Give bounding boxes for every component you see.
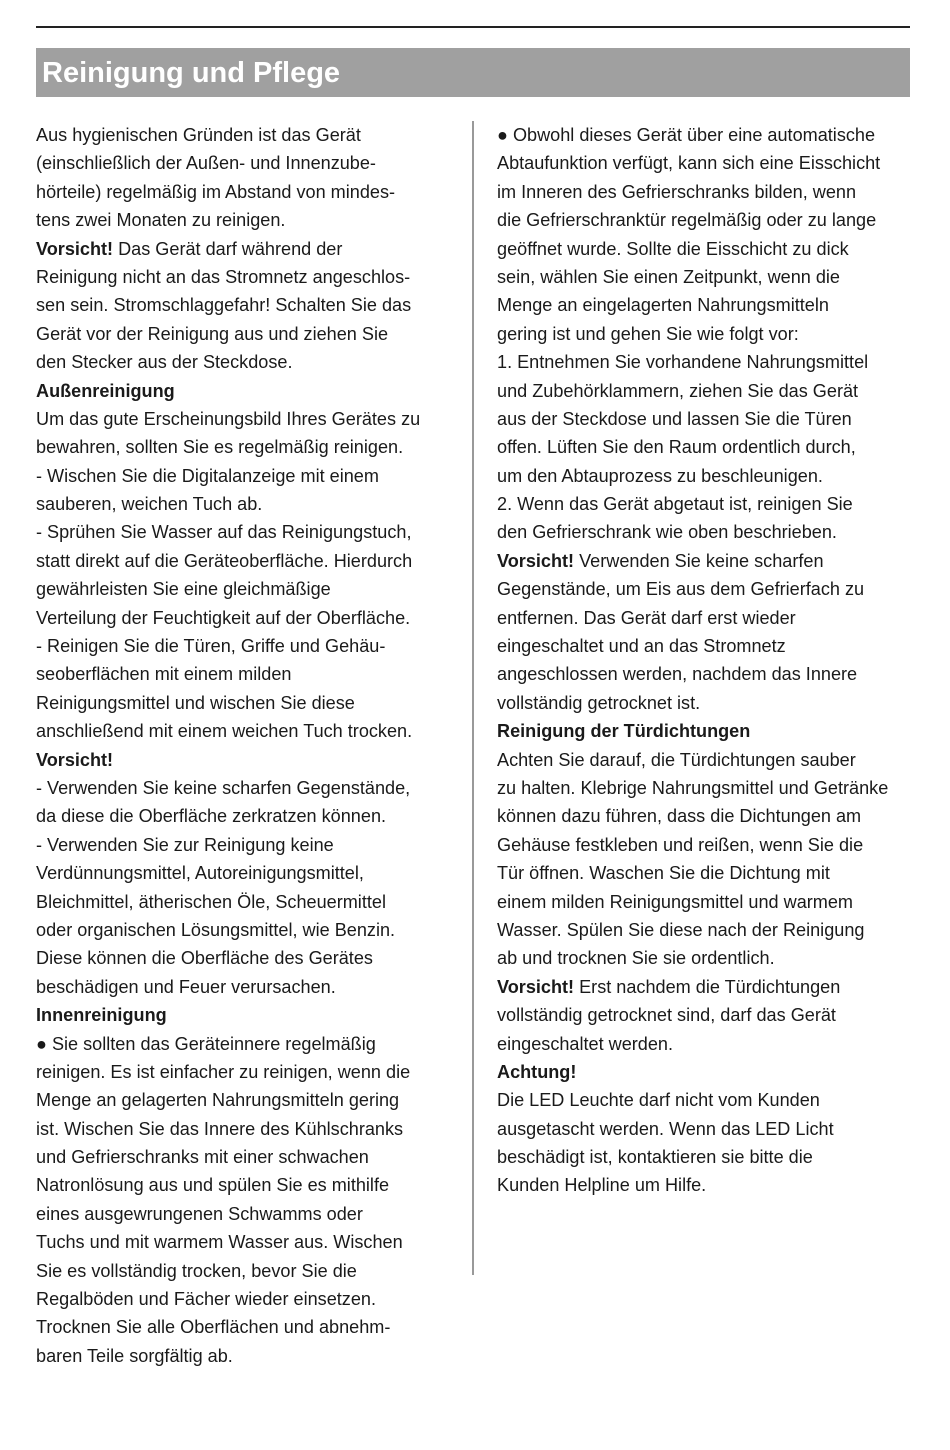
text-line (36, 149, 454, 177)
top-rule (36, 26, 910, 28)
text-run: Trocknen Sie alle Oberflächen und abnehm- (36, 1317, 391, 1338)
text-line (36, 888, 454, 916)
section-heading (497, 717, 915, 745)
text-line (36, 291, 454, 319)
section-header-bar (36, 48, 910, 97)
text-line (497, 1086, 915, 1114)
text-run: ● Obwohl dieses Gerät über eine automatische (497, 125, 876, 145)
text-run: geöffnet wurde. Sollte die Eisschicht zu dick (497, 238, 849, 259)
text-run: Verwenden Sie keine scharfen (574, 550, 824, 571)
text-run: zu halten. Klebrige Nahrungsmittel und Getränke (497, 777, 889, 798)
text-run: den Stecker aus der Steckdose. (36, 352, 293, 373)
text-line (36, 1058, 454, 1086)
text-line (497, 547, 915, 575)
text-line (497, 888, 915, 916)
text-line (497, 604, 915, 632)
text-run: Sie es vollständig trocken, bevor Sie die (36, 1260, 357, 1281)
text-line (36, 490, 454, 518)
text-line (36, 1285, 454, 1313)
text-run: Das Gerät darf während der (113, 238, 343, 259)
text-run: beschädigt ist, kontaktieren sie bitte die (497, 1147, 813, 1168)
text-run: Menge an eingelagerten Nahrungsmitteln (497, 295, 829, 316)
text-run: Aus hygienischen Gründen ist das Gerät (36, 125, 361, 145)
text-line (36, 235, 454, 263)
text-line (36, 1086, 454, 1114)
text-run: Natronlösung aus und spülen Sie es mithilfe (36, 1175, 390, 1196)
text-run: ab und trocknen Sie sie ordentlich. (497, 948, 775, 969)
text-run: einem milden Reinigungsmittel und warmem (497, 891, 853, 912)
text-run: - Reinigen Sie die Türen, Griffe und Gehäu- (36, 636, 386, 657)
text-line (36, 660, 454, 688)
text-run: Menge an gelagerten Nahrungsmitteln gering (36, 1090, 400, 1111)
text-run: eingeschaltet und an das Stromnetz (497, 636, 786, 657)
text-run: da diese die Oberfläche zerkratzen können. (36, 806, 387, 827)
text-run: angeschlossen werden, nachdem das Innere (497, 664, 858, 685)
text-line (497, 689, 915, 717)
text-run: reinigen. Es ist einfacher zu reinigen, wenn die (36, 1061, 411, 1082)
text-line (497, 746, 915, 774)
text-line (497, 1030, 915, 1058)
text-line (497, 916, 915, 944)
bold-text: Reinigung der Türdichtungen (497, 721, 751, 742)
text-line (36, 1030, 454, 1058)
text-run: die Gefrierschranktür regelmäßig oder zu lange (497, 210, 877, 231)
text-line (36, 462, 454, 490)
text-line (36, 518, 454, 546)
text-run: anschließend mit einem weichen Tuch trocken. (36, 721, 413, 742)
text-line (497, 944, 915, 972)
text-line (497, 405, 915, 433)
text-line (36, 575, 454, 603)
section-heading (36, 1001, 454, 1029)
text-line (36, 859, 454, 887)
text-line (497, 660, 915, 688)
text-run: Regalböden und Fächer wieder einsetzen. (36, 1289, 376, 1310)
text-line (497, 235, 915, 263)
text-line (497, 263, 915, 291)
text-line (36, 178, 454, 206)
text-line (36, 916, 454, 944)
text-line (36, 206, 454, 234)
text-line (497, 859, 915, 887)
text-run: Erst nachdem die Türdichtungen (574, 976, 841, 997)
text-run: Gerät vor der Reinigung aus und ziehen Sie (36, 323, 389, 344)
text-run: vollständig getrocknet ist. (497, 692, 701, 713)
text-run: im Inneren des Gefrierschranks bilden, wenn (497, 181, 857, 202)
text-run: vollständig getrocknet sind, darf das Gerät (497, 1005, 836, 1026)
text-run: tens zwei Monaten zu reinigen. (36, 210, 286, 231)
text-line (36, 405, 454, 433)
text-run: Um das gute Erscheinungsbild Ihres Gerätes zu (36, 408, 421, 429)
text-line (497, 831, 915, 859)
text-run: aus der Steckdose und lassen Sie die Türen (497, 408, 852, 429)
text-line (497, 632, 915, 660)
text-line (497, 462, 915, 490)
text-run: können dazu führen, dass die Dichtungen am (497, 806, 862, 827)
text-run: seoberflächen mit einem milden (36, 664, 292, 685)
text-line (497, 149, 915, 177)
text-line (36, 433, 454, 461)
text-run: Gegenstände, um Eis aus dem Gefrierfach zu (497, 579, 865, 600)
text-run: und Zubehörklammern, ziehen Sie das Gerät (497, 380, 859, 401)
text-line (497, 1001, 915, 1029)
text-line (36, 774, 454, 802)
text-run: sauberen, weichen Tuch ab. (36, 494, 263, 515)
text-run: Reinigungsmittel und wischen Sie diese (36, 692, 355, 713)
text-run: - Wischen Sie die Digitalanzeige mit einem (36, 465, 379, 486)
text-run: (einschließlich der Außen- und Innenzube- (36, 153, 376, 174)
text-run: Achten Sie darauf, die Türdichtungen sauber (497, 749, 856, 770)
text-line (497, 973, 915, 1001)
text-run: Reinigung nicht an das Stromnetz angeschlos- (36, 266, 411, 287)
text-run: bewahren, sollten Sie es regelmäßig reinigen. (36, 437, 404, 458)
text-run: hörteile) regelmäßig im Abstand von mindes- (36, 181, 396, 202)
text-line (36, 632, 454, 660)
text-run: beschädigen und Feuer verursachen. (36, 976, 336, 997)
text-run: offen. Lüften Sie den Raum ordentlich durch, (497, 437, 856, 458)
right-column (497, 121, 915, 1200)
text-run: statt direkt auf die Geräteoberfläche. Hierdurch (36, 550, 413, 571)
text-line (497, 1171, 915, 1199)
text-line (497, 774, 915, 802)
text-line (497, 348, 915, 376)
text-line (497, 377, 915, 405)
text-line (36, 1171, 454, 1199)
text-run: gering ist und gehen Sie wie folgt vor: (497, 323, 799, 344)
text-run: eingeschaltet werden. (497, 1033, 674, 1054)
text-line (497, 121, 915, 149)
section-heading (497, 1058, 915, 1086)
left-column (36, 121, 454, 1370)
text-run: Tür öffnen. Waschen Sie die Dichtung mit (497, 863, 830, 884)
text-run: Verdünnungsmittel, Autoreinigungsmittel, (36, 863, 364, 884)
section-heading (36, 746, 454, 774)
text-line (36, 121, 454, 149)
text-run: Abtaufunktion verfügt, kann sich eine Eisschicht (497, 153, 881, 174)
text-run: sen sein. Stromschlaggefahr! Schalten Sie das (36, 295, 412, 316)
text-line (497, 518, 915, 546)
bold-text: Vorsicht! (36, 749, 114, 770)
bold-text: Außenreinigung (36, 380, 175, 401)
text-line (36, 1342, 454, 1370)
text-run: 2. Wenn das Gerät abgetaut ist, reinigen Sie (497, 494, 853, 515)
text-line (497, 291, 915, 319)
text-run: - Verwenden Sie keine scharfen Gegenstände, (36, 777, 411, 798)
text-run: Verteilung der Feuchtigkeit auf der Oberfläche. (36, 607, 411, 628)
bold-text: Vorsicht! (36, 238, 114, 259)
text-run: und Gefrierschranks mit einer schwachen (36, 1147, 369, 1168)
bold-text: Vorsicht! (497, 550, 575, 571)
text-line (497, 575, 915, 603)
text-line (36, 320, 454, 348)
text-run: gewährleisten Sie eine gleichmäßige (36, 579, 331, 600)
text-line (36, 944, 454, 972)
page-title: Reinigung und Pflege (42, 57, 341, 89)
text-line (36, 717, 454, 745)
text-run: entfernen. Das Gerät darf erst wieder (497, 607, 796, 628)
text-line (497, 178, 915, 206)
text-line (36, 263, 454, 291)
text-line (36, 1313, 454, 1341)
text-line (36, 1257, 454, 1285)
text-line (497, 206, 915, 234)
text-line (36, 348, 454, 376)
text-line (36, 802, 454, 830)
text-line (497, 1143, 915, 1171)
text-line (36, 547, 454, 575)
column-divider (472, 121, 474, 1275)
text-line (36, 1143, 454, 1171)
text-run: baren Teile sorgfältig ab. (36, 1345, 233, 1366)
text-run: eines ausgewrungenen Schwamms oder (36, 1203, 363, 1224)
text-line (36, 831, 454, 859)
text-run: Kunden Helpline um Hilfe. (497, 1175, 707, 1196)
text-run: ausgetascht werden. Wenn das LED Licht (497, 1118, 834, 1139)
text-run: Wasser. Spülen Sie diese nach der Reinigung (497, 919, 865, 940)
text-line (497, 320, 915, 348)
text-run: sein, wählen Sie einen Zeitpunkt, wenn die (497, 266, 840, 287)
text-run: Diese können die Oberfläche des Gerätes (36, 948, 373, 969)
text-run: Bleichmittel, ätherischen Öle, Scheuermittel (36, 891, 386, 912)
text-run: - Sprühen Sie Wasser auf das Reinigungstuch, (36, 522, 412, 543)
bold-text: Vorsicht! (497, 976, 575, 997)
text-run: oder organischen Lösungsmittel, wie Benzin. (36, 919, 396, 940)
text-line (36, 689, 454, 717)
text-line (497, 490, 915, 518)
text-run: ● Sie sollten das Geräteinnere regelmäßig (36, 1033, 376, 1054)
text-run: Die LED Leuchte darf nicht vom Kunden (497, 1090, 820, 1111)
text-line (36, 973, 454, 1001)
section-heading (36, 377, 454, 405)
text-run: - Verwenden Sie zur Reinigung keine (36, 834, 334, 855)
text-line (497, 433, 915, 461)
text-run: Tuchs und mit warmem Wasser aus. Wischen (36, 1232, 403, 1253)
text-run: den Gefrierschrank wie oben beschrieben. (497, 522, 837, 543)
text-run: 1. Entnehmen Sie vorhandene Nahrungsmittel (497, 352, 869, 373)
text-line (36, 1228, 454, 1256)
bold-text: Innenreinigung (36, 1005, 167, 1026)
text-line (497, 1115, 915, 1143)
text-run: um den Abtauprozess zu beschleunigen. (497, 465, 823, 486)
text-run: ist. Wischen Sie das Innere des Kühlschranks (36, 1118, 404, 1139)
text-run: Gehäuse festkleben und reißen, wenn Sie die (497, 834, 864, 855)
text-line (36, 604, 454, 632)
bold-text: Achtung! (497, 1061, 577, 1082)
text-line (36, 1115, 454, 1143)
text-line (36, 1200, 454, 1228)
text-line (497, 802, 915, 830)
